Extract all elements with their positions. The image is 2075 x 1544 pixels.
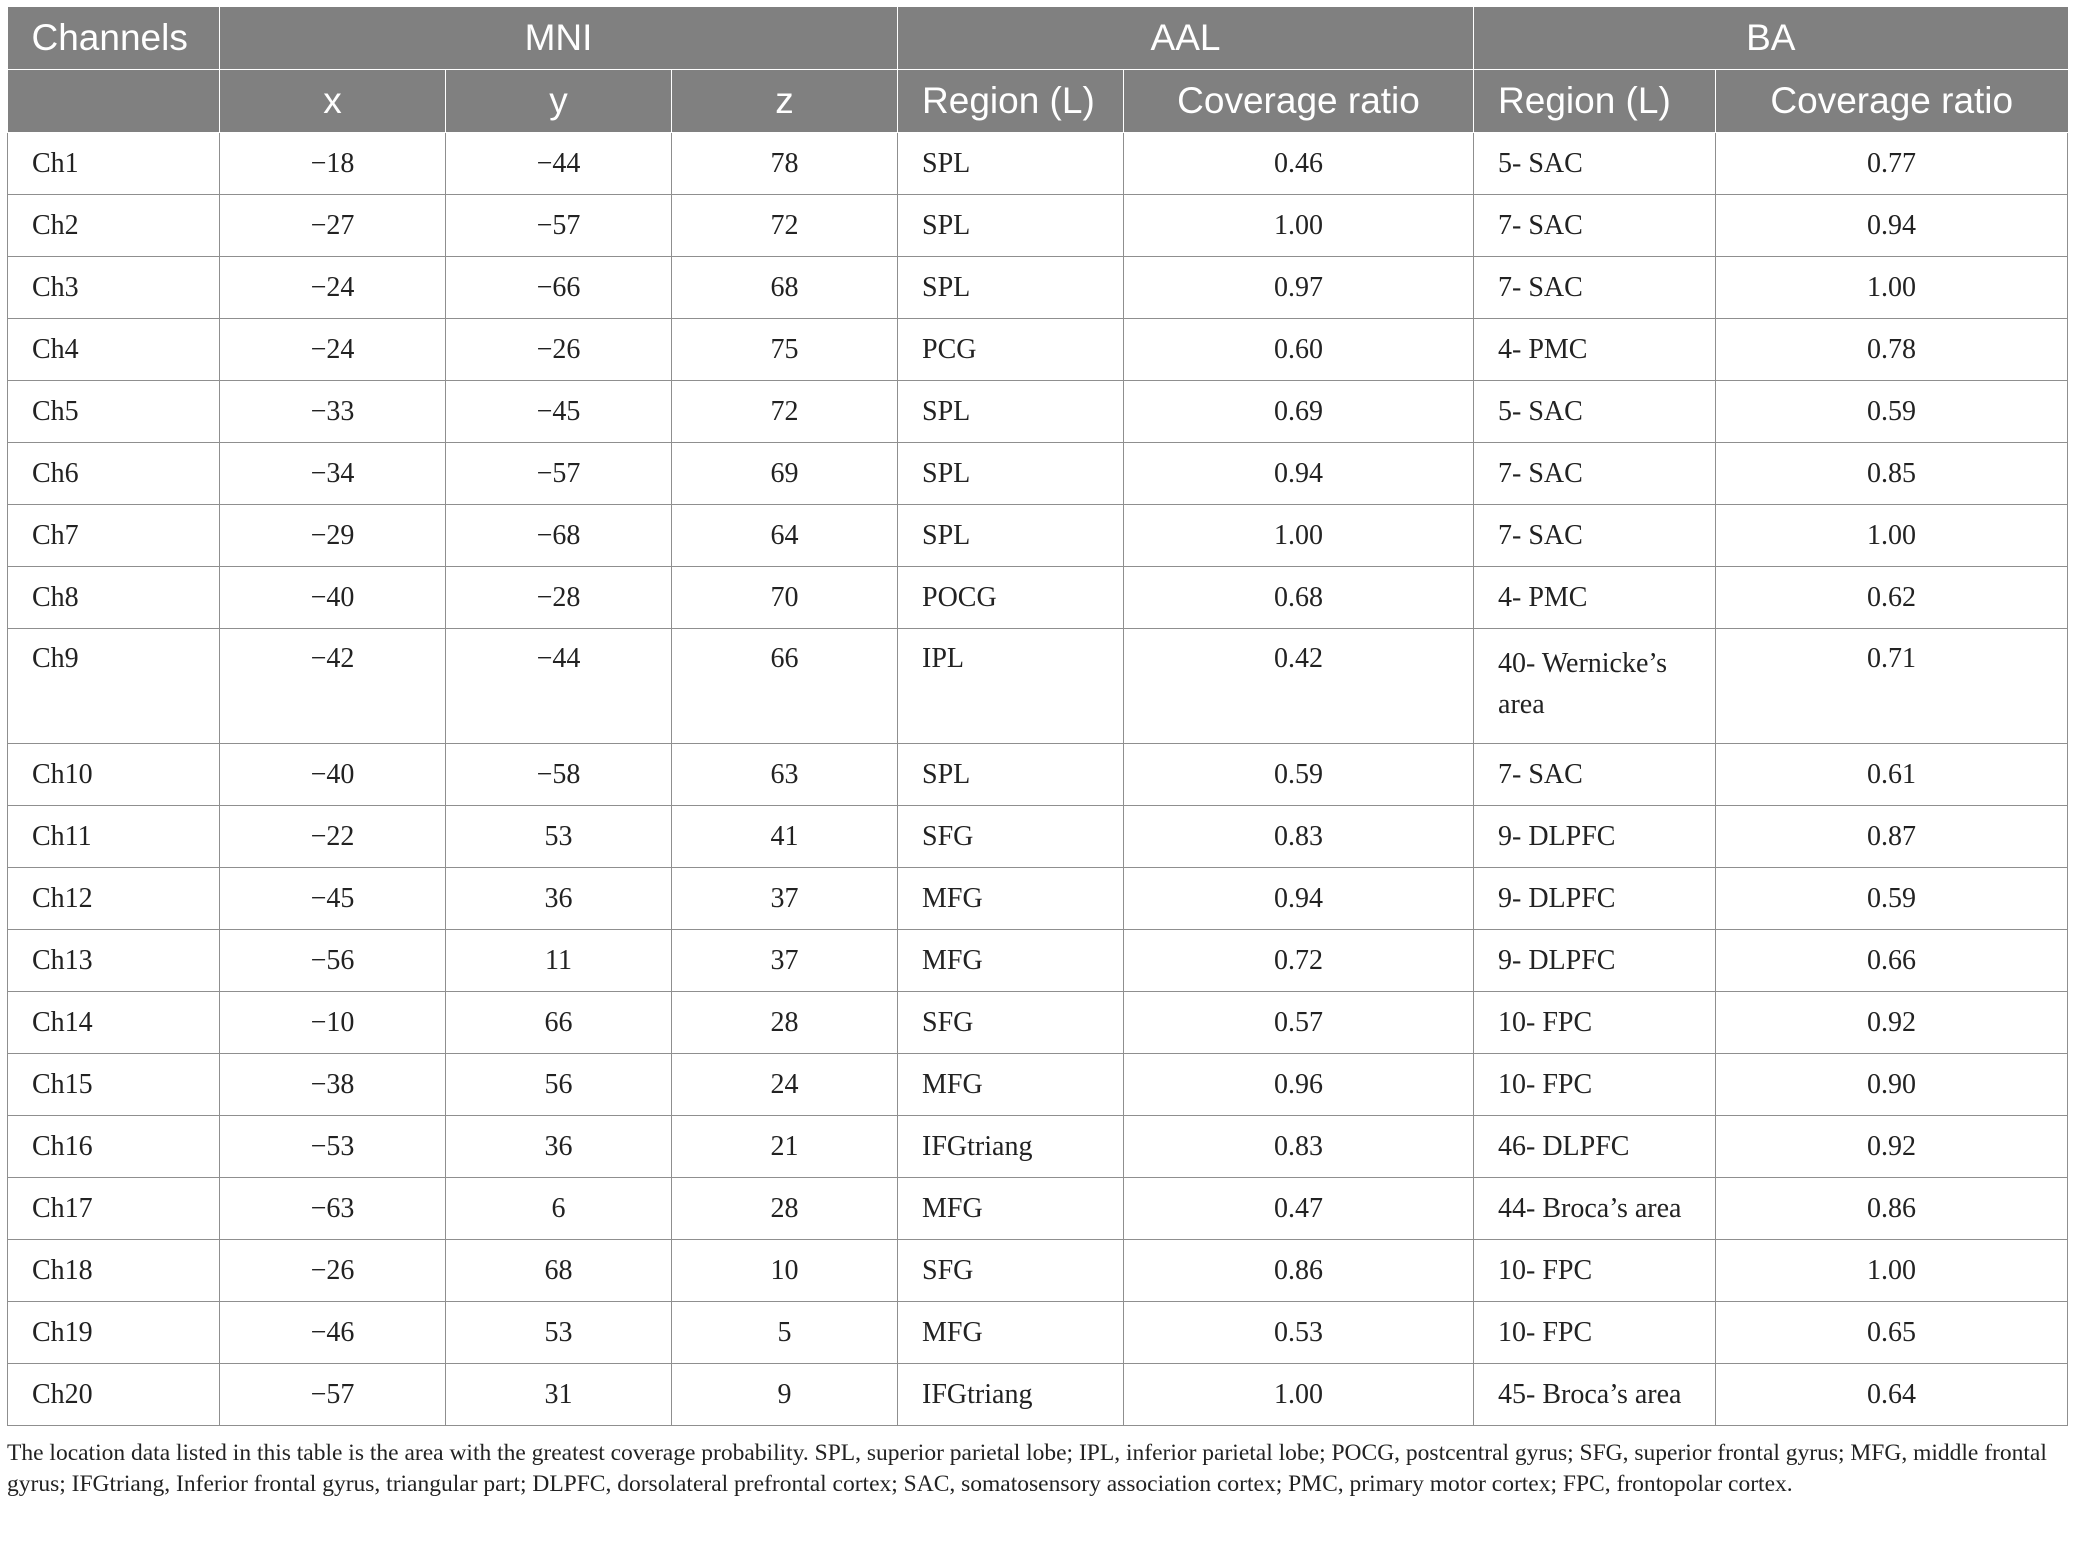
cell-x: −10	[220, 992, 446, 1054]
cell-aal-region: SPL	[898, 443, 1124, 505]
cell-x: −18	[220, 133, 446, 195]
cell-aal-coverage: 0.57	[1124, 992, 1474, 1054]
cell-x: −33	[220, 381, 446, 443]
cell-aal-coverage: 0.68	[1124, 567, 1474, 629]
table-row	[8, 1364, 2068, 1426]
cell-z: 68	[672, 257, 898, 319]
cell-x: −22	[220, 806, 446, 868]
cell-ba-coverage: 1.00	[1716, 1240, 2068, 1302]
cell-ba-region: 5- SAC	[1474, 381, 1716, 443]
cell-z: 28	[672, 1178, 898, 1240]
cell-z: 28	[672, 992, 898, 1054]
cell-y: 53	[446, 1302, 672, 1364]
header-ba: BA	[1474, 7, 2068, 70]
cell-aal-region: SPL	[898, 381, 1124, 443]
cell-aal-coverage: 0.60	[1124, 319, 1474, 381]
cell-x: −45	[220, 868, 446, 930]
header-channels: Channels	[8, 7, 220, 70]
cell-aal-region: SPL	[898, 744, 1124, 806]
header-aal: AAL	[898, 7, 1474, 70]
table-row	[8, 505, 2068, 567]
header-empty	[8, 70, 220, 133]
cell-aal-region: IPL	[898, 629, 1124, 744]
cell-aal-region: PCG	[898, 319, 1124, 381]
cell-aal-coverage: 0.96	[1124, 1054, 1474, 1116]
cell-channel: Ch3	[8, 257, 220, 319]
cell-channel: Ch5	[8, 381, 220, 443]
table-row	[8, 1302, 2068, 1364]
cell-aal-coverage: 0.94	[1124, 868, 1474, 930]
table-container	[7, 7, 2067, 1426]
cell-aal-region: SFG	[898, 806, 1124, 868]
header-aal-region: Region (L)	[898, 70, 1124, 133]
cell-z: 64	[672, 505, 898, 567]
cell-y: 68	[446, 1240, 672, 1302]
cell-aal-coverage: 0.86	[1124, 1240, 1474, 1302]
cell-x: −40	[220, 744, 446, 806]
cell-y: 66	[446, 992, 672, 1054]
cell-x: −40	[220, 567, 446, 629]
cell-x: −29	[220, 505, 446, 567]
table-row	[8, 195, 2068, 257]
table-body	[8, 133, 2068, 1426]
header-x: x	[220, 70, 446, 133]
cell-ba-region: 44- Broca’s area	[1474, 1178, 1716, 1240]
cell-aal-coverage: 0.72	[1124, 930, 1474, 992]
table-header	[8, 7, 2068, 133]
cell-aal-region: SPL	[898, 505, 1124, 567]
cell-ba-region: 10- FPC	[1474, 1054, 1716, 1116]
channel-location-table	[7, 7, 2068, 1426]
cell-ba-region: 4- PMC	[1474, 567, 1716, 629]
cell-y: 56	[446, 1054, 672, 1116]
cell-ba-coverage: 0.92	[1716, 1116, 2068, 1178]
table-row	[8, 567, 2068, 629]
cell-ba-region: 10- FPC	[1474, 1302, 1716, 1364]
cell-z: 75	[672, 319, 898, 381]
cell-z: 63	[672, 744, 898, 806]
cell-aal-region: SFG	[898, 1240, 1124, 1302]
cell-z: 72	[672, 381, 898, 443]
cell-channel: Ch8	[8, 567, 220, 629]
cell-aal-coverage: 0.47	[1124, 1178, 1474, 1240]
cell-ba-coverage: 0.85	[1716, 443, 2068, 505]
header-aal-coverage: Coverage ratio	[1124, 70, 1474, 133]
cell-x: −42	[220, 629, 446, 744]
cell-ba-coverage: 0.86	[1716, 1178, 2068, 1240]
cell-z: 10	[672, 1240, 898, 1302]
cell-aal-coverage: 0.94	[1124, 443, 1474, 505]
cell-aal-coverage: 0.69	[1124, 381, 1474, 443]
table-footnote: The location data listed in this table is the area with the greatest coverage probability. SPL, superior parietal lobe; IPL, inferior parietal lobe; POCG, postcentral gyrus; SFG, superior frontal gyrus; MFG, middle frontal gyrus; IFGtriang, Inferior frontal gyrus, triangular part; DLPFC, dorsolateral prefrontal cortex; SAC, somatosensory association cortex; PMC, primary motor cortex; FPC, frontopolar cortex.	[7, 1440, 2047, 1497]
cell-aal-region: IFGtriang	[898, 1116, 1124, 1178]
cell-ba-coverage: 0.62	[1716, 567, 2068, 629]
table-row	[8, 1054, 2068, 1116]
cell-ba-region: 10- FPC	[1474, 992, 1716, 1054]
header-row-sub	[8, 70, 2068, 133]
cell-aal-region: SFG	[898, 992, 1124, 1054]
cell-z: 78	[672, 133, 898, 195]
table-row	[8, 381, 2068, 443]
cell-ba-region: 5- SAC	[1474, 133, 1716, 195]
table-row	[8, 1178, 2068, 1240]
cell-aal-coverage: 0.83	[1124, 1116, 1474, 1178]
header-y: y	[446, 70, 672, 133]
cell-aal-coverage: 1.00	[1124, 505, 1474, 567]
cell-z: 37	[672, 930, 898, 992]
cell-ba-coverage: 1.00	[1716, 505, 2068, 567]
cell-x: −63	[220, 1178, 446, 1240]
table-row	[8, 443, 2068, 505]
cell-ba-coverage: 0.64	[1716, 1364, 2068, 1426]
cell-z: 70	[672, 567, 898, 629]
cell-channel: Ch4	[8, 319, 220, 381]
cell-ba-region: 10- FPC	[1474, 1240, 1716, 1302]
header-mni: MNI	[220, 7, 898, 70]
table-row	[8, 1116, 2068, 1178]
cell-aal-coverage: 1.00	[1124, 1364, 1474, 1426]
cell-channel: Ch2	[8, 195, 220, 257]
cell-aal-coverage: 0.42	[1124, 629, 1474, 744]
cell-ba-region: 9- DLPFC	[1474, 930, 1716, 992]
cell-ba-coverage: 0.92	[1716, 992, 2068, 1054]
header-row-top	[8, 7, 2068, 70]
cell-y: −57	[446, 195, 672, 257]
cell-y: 36	[446, 1116, 672, 1178]
cell-aal-coverage: 0.97	[1124, 257, 1474, 319]
cell-ba-coverage: 0.65	[1716, 1302, 2068, 1364]
cell-ba-coverage: 0.59	[1716, 381, 2068, 443]
cell-ba-region: 9- DLPFC	[1474, 868, 1716, 930]
table-row	[8, 930, 2068, 992]
cell-ba-coverage: 0.59	[1716, 868, 2068, 930]
cell-z: 21	[672, 1116, 898, 1178]
cell-x: −56	[220, 930, 446, 992]
cell-z: 9	[672, 1364, 898, 1426]
cell-aal-region: MFG	[898, 930, 1124, 992]
header-ba-region: Region (L)	[1474, 70, 1716, 133]
cell-z: 5	[672, 1302, 898, 1364]
cell-aal-coverage: 0.83	[1124, 806, 1474, 868]
cell-ba-coverage: 0.71	[1716, 629, 2068, 744]
cell-channel: Ch14	[8, 992, 220, 1054]
cell-ba-coverage: 0.61	[1716, 744, 2068, 806]
cell-channel: Ch7	[8, 505, 220, 567]
table-row	[8, 319, 2068, 381]
cell-ba-coverage: 0.66	[1716, 930, 2068, 992]
cell-x: −57	[220, 1364, 446, 1426]
cell-x: −46	[220, 1302, 446, 1364]
cell-y: −45	[446, 381, 672, 443]
table-row	[8, 744, 2068, 806]
cell-ba-region: 7- SAC	[1474, 443, 1716, 505]
header-ba-coverage: Coverage ratio	[1716, 70, 2068, 133]
cell-y: 11	[446, 930, 672, 992]
cell-y: −26	[446, 319, 672, 381]
cell-ba-region: 4- PMC	[1474, 319, 1716, 381]
cell-y: −68	[446, 505, 672, 567]
table-row	[8, 1240, 2068, 1302]
cell-z: 37	[672, 868, 898, 930]
cell-ba-region: 9- DLPFC	[1474, 806, 1716, 868]
table-row	[8, 806, 2068, 868]
cell-ba-coverage: 0.87	[1716, 806, 2068, 868]
cell-ba-region: 40- Wernicke’s area	[1474, 629, 1716, 744]
cell-channel: Ch16	[8, 1116, 220, 1178]
cell-y: −66	[446, 257, 672, 319]
cell-y: 36	[446, 868, 672, 930]
cell-z: 72	[672, 195, 898, 257]
cell-aal-coverage: 0.53	[1124, 1302, 1474, 1364]
cell-y: 31	[446, 1364, 672, 1426]
cell-ba-coverage: 0.94	[1716, 195, 2068, 257]
cell-z: 66	[672, 629, 898, 744]
cell-y: −57	[446, 443, 672, 505]
cell-aal-region: POCG	[898, 567, 1124, 629]
cell-channel: Ch12	[8, 868, 220, 930]
cell-channel: Ch20	[8, 1364, 220, 1426]
cell-ba-region: 45- Broca’s area	[1474, 1364, 1716, 1426]
cell-ba-coverage: 1.00	[1716, 257, 2068, 319]
header-z: z	[672, 70, 898, 133]
cell-ba-region: 7- SAC	[1474, 257, 1716, 319]
cell-x: −27	[220, 195, 446, 257]
cell-channel: Ch1	[8, 133, 220, 195]
cell-z: 24	[672, 1054, 898, 1116]
table-row	[8, 868, 2068, 930]
table-row	[8, 992, 2068, 1054]
cell-z: 69	[672, 443, 898, 505]
cell-ba-region: 7- SAC	[1474, 744, 1716, 806]
table-row	[8, 133, 2068, 195]
cell-ba-region: 46- DLPFC	[1474, 1116, 1716, 1178]
cell-aal-region: SPL	[898, 133, 1124, 195]
cell-aal-region: IFGtriang	[898, 1364, 1124, 1426]
cell-channel: Ch15	[8, 1054, 220, 1116]
cell-y: −44	[446, 629, 672, 744]
cell-x: −34	[220, 443, 446, 505]
cell-ba-coverage: 0.78	[1716, 319, 2068, 381]
cell-x: −53	[220, 1116, 446, 1178]
cell-z: 41	[672, 806, 898, 868]
cell-aal-region: MFG	[898, 1178, 1124, 1240]
cell-x: −24	[220, 319, 446, 381]
cell-channel: Ch17	[8, 1178, 220, 1240]
cell-x: −24	[220, 257, 446, 319]
cell-x: −26	[220, 1240, 446, 1302]
cell-channel: Ch10	[8, 744, 220, 806]
cell-ba-coverage: 0.90	[1716, 1054, 2068, 1116]
cell-aal-region: MFG	[898, 1302, 1124, 1364]
cell-y: 6	[446, 1178, 672, 1240]
cell-y: −58	[446, 744, 672, 806]
cell-aal-region: MFG	[898, 868, 1124, 930]
table-row	[8, 257, 2068, 319]
cell-aal-coverage: 0.59	[1124, 744, 1474, 806]
cell-y: −28	[446, 567, 672, 629]
cell-aal-region: SPL	[898, 257, 1124, 319]
cell-channel: Ch19	[8, 1302, 220, 1364]
cell-ba-region: 7- SAC	[1474, 505, 1716, 567]
cell-channel: Ch13	[8, 930, 220, 992]
cell-aal-coverage: 0.46	[1124, 133, 1474, 195]
cell-ba-region: 7- SAC	[1474, 195, 1716, 257]
cell-channel: Ch11	[8, 806, 220, 868]
cell-y: 53	[446, 806, 672, 868]
cell-ba-coverage: 0.77	[1716, 133, 2068, 195]
cell-aal-region: MFG	[898, 1054, 1124, 1116]
table-row	[8, 629, 2068, 744]
cell-channel: Ch6	[8, 443, 220, 505]
cell-aal-coverage: 1.00	[1124, 195, 1474, 257]
cell-channel: Ch9	[8, 629, 220, 744]
cell-aal-region: SPL	[898, 195, 1124, 257]
cell-x: −38	[220, 1054, 446, 1116]
cell-channel: Ch18	[8, 1240, 220, 1302]
cell-y: −44	[446, 133, 672, 195]
